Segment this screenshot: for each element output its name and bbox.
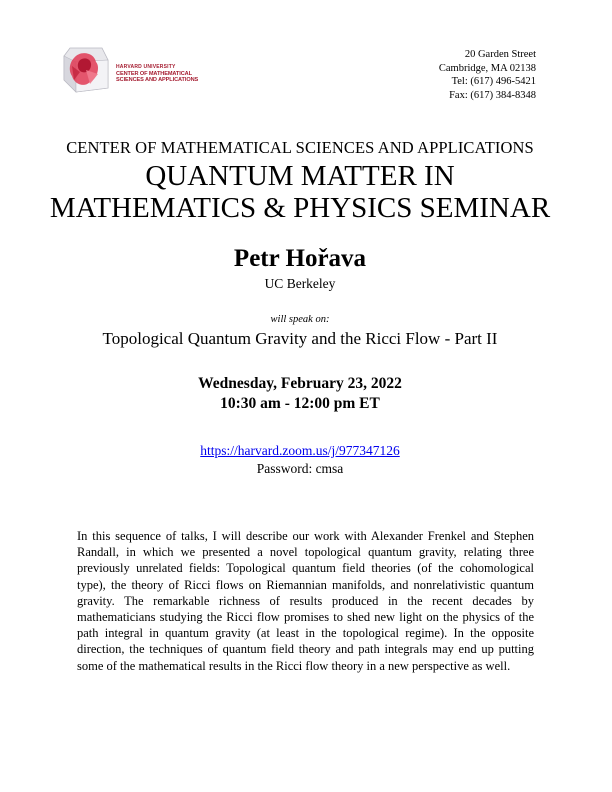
will-speak-intro: will speak on: (270, 314, 330, 325)
series-title-line-1: QUANTUM MATTER IN (145, 160, 455, 192)
address-fax: Fax: (617) 384-8348 (449, 89, 536, 101)
address-street: 20 Garden Street (464, 49, 536, 60)
logo-line-university: HARVARD UNIVERSITY (116, 64, 176, 70)
zoom-link[interactable]: https://harvard.zoom.us/j/977347126 (200, 443, 400, 458)
logo-line-center: CENTER OF MATHEMATICAL (116, 70, 192, 77)
cmsa-logo (60, 44, 200, 98)
seminar-series-title (0, 160, 600, 224)
event-schedule (0, 374, 600, 414)
series-title-line-2: MATHEMATICS & PHYSICS SEMINAR (49, 192, 551, 224)
event-time: 10:30 am - 12:00 pm ET (220, 395, 380, 412)
event-date: Wednesday, February 23, 2022 (198, 375, 402, 392)
cmsa-logo-text (116, 64, 198, 84)
speaker-name: Petr Hořava (233, 245, 367, 272)
meeting-password: Password: cmsa (256, 461, 344, 476)
address-tel: Tel: (617) 496-5421 (451, 76, 536, 87)
logo-line-sciences: SCIENCES AND APPLICATIONS (116, 77, 199, 83)
address-city: Cambridge, MA 02138 (438, 62, 536, 74)
talk-title: Topological Quantum Gravity and the Ricci Flow - Part II (102, 329, 498, 348)
center-name: CENTER OF MATHEMATICAL SCIENCES AND APPLICATIONS (66, 138, 534, 157)
talk-abstract: In this sequence of talks, I will describe our work with Alexander Frenkel and Stephen Randall, in which we presented a novel topological quantum gravity, relating three previously unrelated fields: Topological quantum field theories (of the cohomological type), the theory of Ricci flows on Riemannian manifolds, and nonrelativistic quantum gravity. The remarkable richness of results produced in the recent decades by mathematicians studying the Ricci flow promises to shed new light on the physics of the path integral in quantum gravity (at least in the topological regime). In the opposite direction, the techniques of quantum field theory and path integrals may end up putting some of the mathematical results in the Ricci flow theory in a new perspective as well. (77, 529, 534, 673)
contact-address (439, 48, 536, 102)
speaker-affiliation: UC Berkeley (264, 276, 336, 291)
cmsa-logo-mark-icon (60, 44, 112, 96)
meeting-info (0, 442, 600, 478)
